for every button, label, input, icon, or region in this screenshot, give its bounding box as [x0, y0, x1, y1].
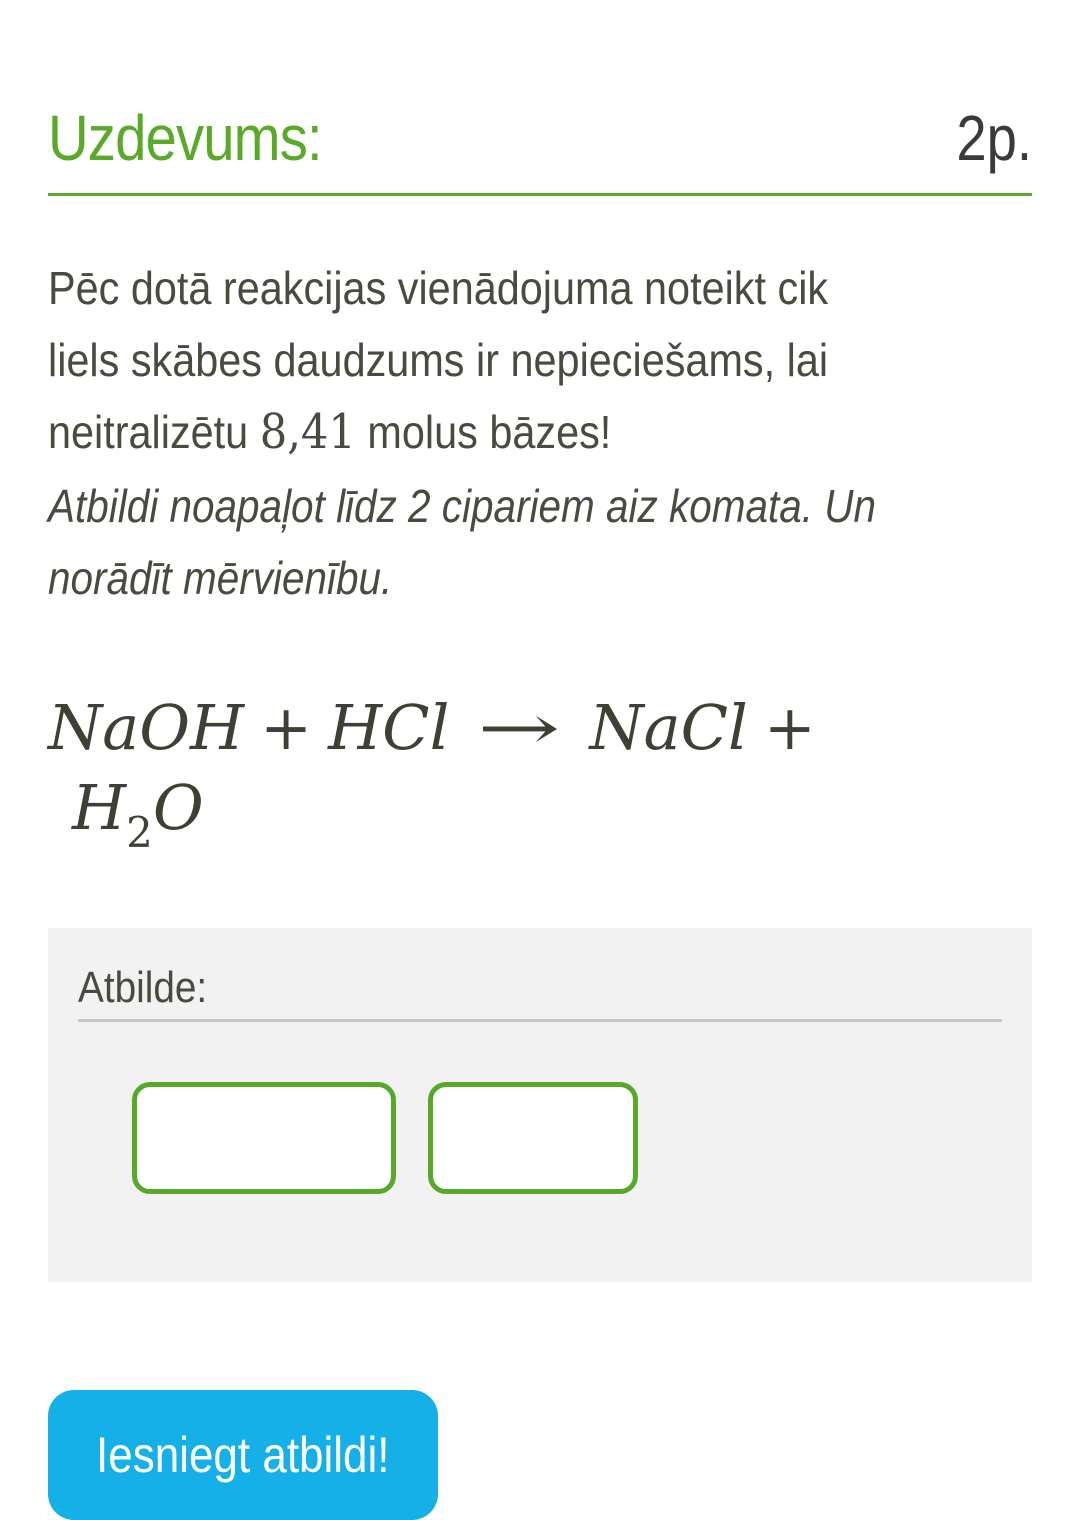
equation-product-1: NaCl [589, 691, 748, 764]
hint-line-2: norādīt mērvienību. [48, 552, 393, 604]
task-header [48, 96, 1032, 196]
equation-plus-2: + [763, 691, 816, 764]
equation-line-2 [72, 766, 204, 857]
equation-reactant-2: HCl [328, 691, 450, 764]
question-line-3 [48, 396, 934, 468]
equation-arrow-icon: → [477, 691, 561, 764]
hint-line-1: Atbildi noapaļot līdz 2 cipariem aiz komata. Un [48, 480, 877, 532]
task-title: Uzdevums: [48, 102, 322, 174]
answer-label [78, 958, 1002, 1022]
hint-text [48, 470, 1032, 614]
equation-reactant-1: NaOH [48, 691, 245, 764]
question-line-3-prefix: neitralizētu [48, 406, 249, 458]
question-line-3-suffix: molus bāzes! [367, 406, 612, 458]
equation-product-2-main: H [72, 771, 127, 844]
question-line-2: liels skābes daudzums ir nepieciešams, lai [48, 334, 829, 386]
question-amount: 8,41 [259, 404, 356, 460]
question-text [48, 252, 1032, 468]
equation-line-1 [48, 686, 832, 770]
equation-product-2-tail: O [152, 771, 204, 844]
answer-value-input[interactable] [132, 1082, 396, 1194]
answer-unit-input[interactable] [428, 1082, 638, 1194]
answer-panel [48, 928, 1032, 1282]
answer-label-text: Atbilde: [78, 963, 208, 1012]
question-line-1: Pēc dotā reakcijas vienādojuma noteikt cik [48, 262, 829, 314]
submit-answer-label: Iesniegt atbildi! [96, 1427, 390, 1483]
equation-plus-1: + [260, 691, 313, 764]
equation-product-2-subscript: 2 [126, 808, 153, 857]
submit-answer-button[interactable] [48, 1390, 438, 1520]
task-page [48, 0, 1032, 1496]
task-points: 2p. [956, 102, 1032, 174]
